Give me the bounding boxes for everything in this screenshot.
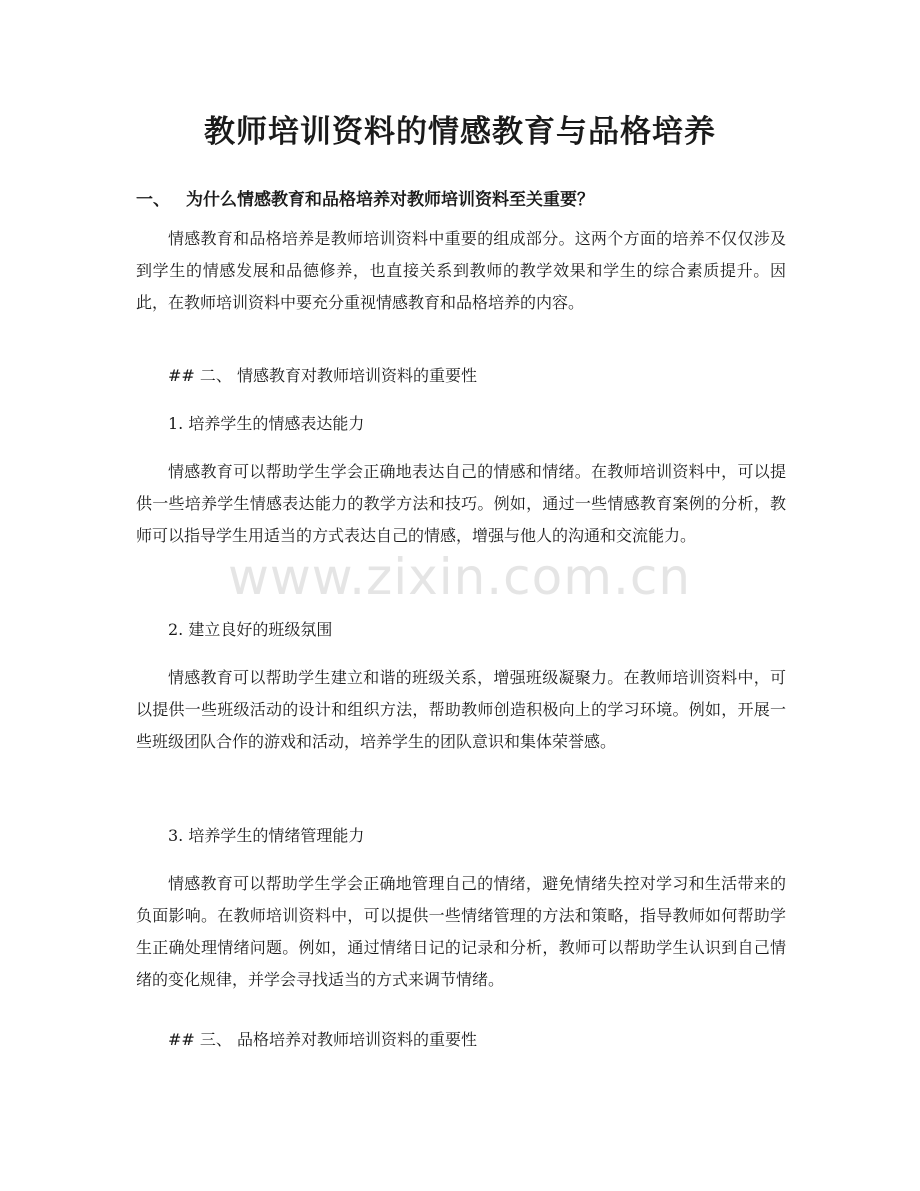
item-1-heading: 1. 培养学生的情感表达能力 [168, 414, 365, 433]
section-3-heading: ## 三、 品格培养对教师培训资料的重要性 [168, 1030, 477, 1049]
item-3-paragraph: 情感教育可以帮助学生学会正确地管理自己的情绪，避免情绪失控对学习和生活带来的负面影响。在教师培训资料中，可以提供一些情绪管理的方法和策略，指导教师如何帮助学生正确处理情绪问题。例如，通过情绪日记的记录和分析，教师可以帮助学生认识到自己情绪的变化规律，并学会寻找适当的方式来调节情绪。 [136, 874, 786, 989]
item-2-paragraph: 情感教育可以帮助学生建立和谐的班级关系，增强班级凝聚力。在教师培训资料中，可以提供一些班级活动的设计和组织方法，帮助教师创造积极向上的学习环境。例如，开展一些班级团队合作的游戏和活动，培养学生的团队意识和集体荣誉感。 [136, 668, 786, 751]
document-title: 教师培训资料的情感教育与品格培养 [204, 114, 716, 150]
section-1-heading-text: 为什么情感教育和品格培养对教师培训资料至关重要？ [186, 190, 594, 210]
item-3-heading: 3. 培养学生的情绪管理能力 [168, 826, 365, 845]
section-1-heading [136, 186, 594, 214]
section-1-number: 一、 [136, 190, 170, 210]
item-2-heading: 2. 建立良好的班级氛围 [168, 620, 333, 639]
item-1-paragraph: 情感教育可以帮助学生学会正确地表达自己的情感和情绪。在教师培训资料中，可以提供一些培养学生情感表达能力的教学方法和技巧。例如，通过一些情感教育案例的分析，教师可以指导学生用适当的方式表达自己的情感，增强与他人的沟通和交流能力。 [136, 462, 786, 545]
section-2-heading: ## 二、 情感教育对教师培训资料的重要性 [168, 366, 477, 385]
section-1-paragraph: 情感教育和品格培养是教师培训资料中重要的组成部分。这两个方面的培养不仅仅涉及到学生的情感发展和品德修养，也直接关系到教师的教学效果和学生的综合素质提升。因此，在教师培训资料中要充分重视情感教育和品格培养的内容。 [136, 229, 786, 312]
watermark: www.zixin.com.cn [228, 548, 692, 606]
